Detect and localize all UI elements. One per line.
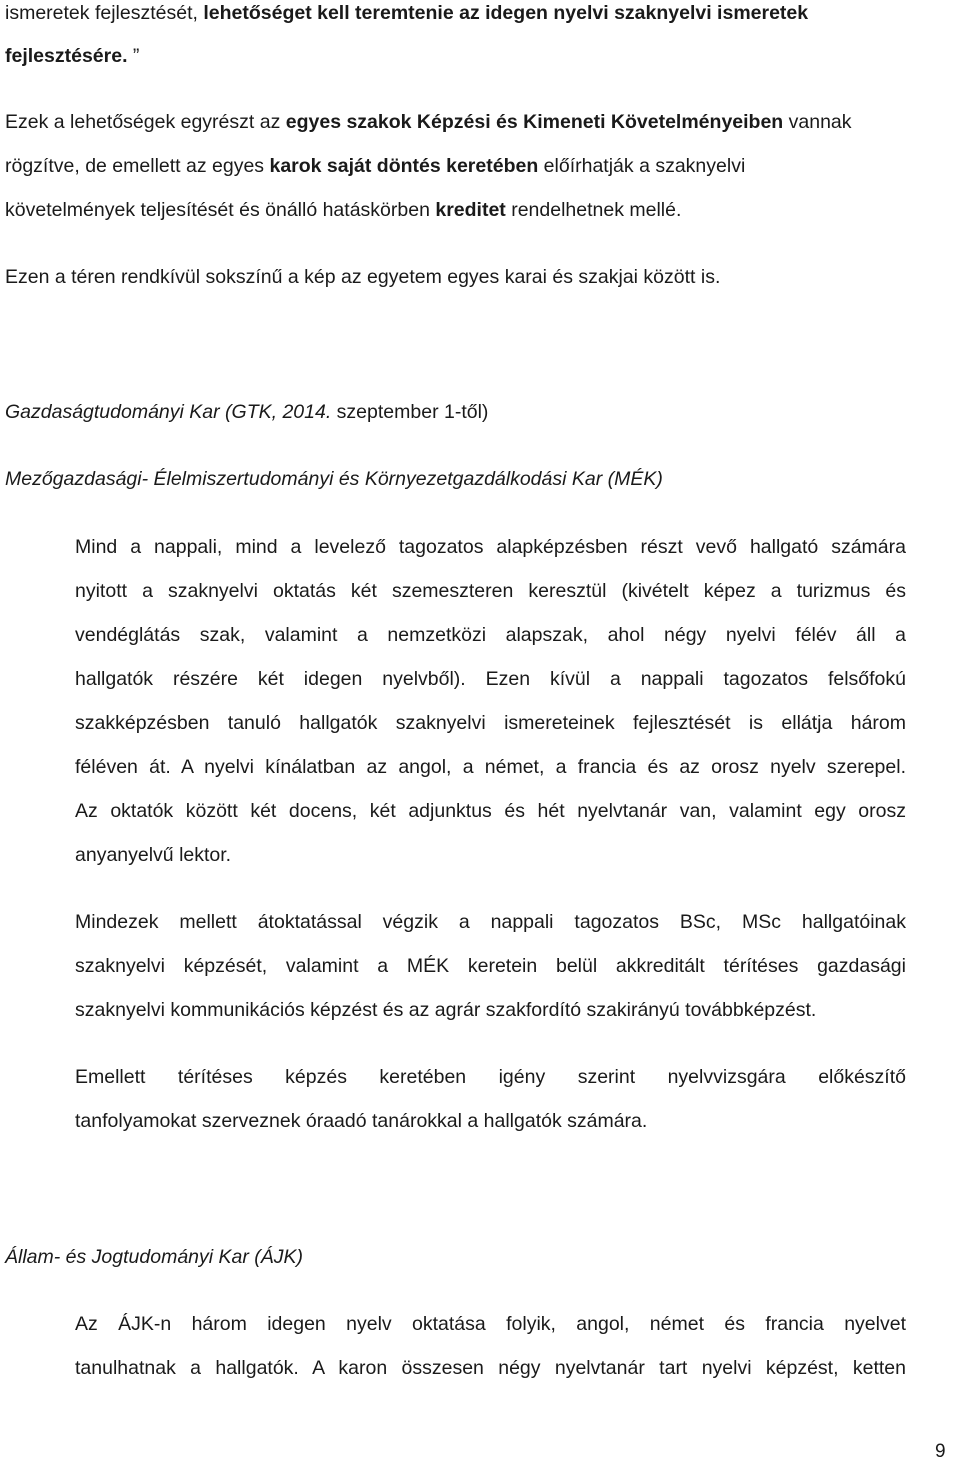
mek-p1-line-1: Mind a nappali, mind a levelező tagozatos alapképzésben részt vevő hallgató számára (75, 536, 906, 558)
intro-line-2-quote: ” (127, 45, 140, 67)
mek-p1-line-4: hallgatók részére két idegen nyelvből). Ezen kívül a nappali tagozatos felsőfokú (75, 668, 906, 690)
page-number: 9 (935, 1441, 946, 1462)
intro-line-3 (5, 110, 852, 134)
mek-p1-line-6: féléven át. A nyelvi kínálatban az angol, a német, a francia és az orosz nyelv szerepel. (75, 756, 906, 778)
intro-line-2 (5, 44, 139, 68)
gtk-heading-rest: szeptember 1-től) (331, 401, 489, 423)
intro-line-1-bold: lehetőséget kell teremtenie az idegen nyelvi szaknyelvi ismeretek (203, 2, 809, 24)
mek-p1-line-2: nyitott a szaknyelvi oktatás két szemeszteren keresztül (kivételt képez a turizmus és (75, 580, 906, 602)
ajk-heading: Állam- és Jogtudományi Kar (ÁJK) (5, 1246, 304, 1268)
mek-p1-line-3: vendéglátás szak, valamint a nemzetközi alapszak, ahol négy nyelvi félév áll a (75, 624, 906, 646)
mek-p2-line-3: szaknyelvi kommunikációs képzést és az agrár szakfordító szakirányú továbbképzést. (75, 999, 817, 1021)
mek-p1-line-8: anyanyelvű lektor. (75, 844, 232, 866)
intro-line-2-bold: fejlesztésére. (5, 45, 128, 67)
intro-line-5-bold: kreditet (435, 199, 506, 221)
ajk-p1-line-1: Az ÁJK-n három idegen nyelv oktatása folyik, angol, német és francia nyelvet (75, 1313, 906, 1335)
mek-p1-line-7: Az oktatók között két docens, két adjunktus és hét nyelvtanár van, valamint egy orosz (75, 800, 906, 822)
mek-p2-line-1: Mindezek mellett átoktatással végzik a nappali tagozatos BSc, MSc hallgatóinak (75, 911, 906, 933)
mek-p2-line-2: szaknyelvi képzését, valamint a MÉK keretein belül akkreditált térítéses gazdasági (75, 955, 906, 977)
mek-p3-line-2: tanfolyamokat szerveznek óraadó tanárokkal a hallgatók számára. (75, 1110, 648, 1132)
intro-line-3-tail: vannak (783, 111, 852, 133)
mek-heading: Mezőgazdasági- Élelmiszertudományi és Környezetgazdálkodási Kar (MÉK) (5, 468, 663, 490)
intro-line-4-tail: előírhatják a szaknyelvi (538, 155, 746, 177)
intro-line-4 (5, 154, 745, 178)
intro-line-4-bold: karok saját döntés keretében (269, 155, 539, 177)
gtk-heading (5, 400, 488, 424)
intro-line-4-text: rögzítve, de emellett az egyes (5, 155, 270, 177)
intro-line-3-bold: egyes szakok Képzési és Kimeneti Követelményeiben (285, 111, 784, 133)
intro-line-5-text: követelmények teljesítését és önálló hatáskörben (5, 199, 436, 221)
intro-line-5 (5, 198, 681, 222)
intro-line-5-tail: rendelhetnek mellé. (505, 199, 682, 221)
mek-p3-line-1: Emellett térítéses képzés keretében igény szerint nyelvvizsgára előkészítő (75, 1066, 906, 1088)
gtk-heading-italic: Gazdaságtudományi Kar (GTK, 2014. (5, 401, 332, 423)
ajk-p1-line-2: tanulhatnak a hallgatók. A karon összesen négy nyelvtanár tart nyelvi képzést, ketten (75, 1357, 906, 1379)
intro-line-1-text: ismeretek fejlesztését, (5, 2, 204, 24)
intro-line-6: Ezen a téren rendkívül sokszínű a kép az egyetem egyes karai és szakjai között is. (5, 266, 721, 288)
intro-line-1 (5, 1, 808, 25)
mek-p1-line-5: szakképzésben tanuló hallgatók szaknyelvi ismereteinek fejlesztését is ellátja három (75, 712, 906, 734)
intro-line-3-text: Ezek a lehetőségek egyrészt az (5, 111, 286, 133)
